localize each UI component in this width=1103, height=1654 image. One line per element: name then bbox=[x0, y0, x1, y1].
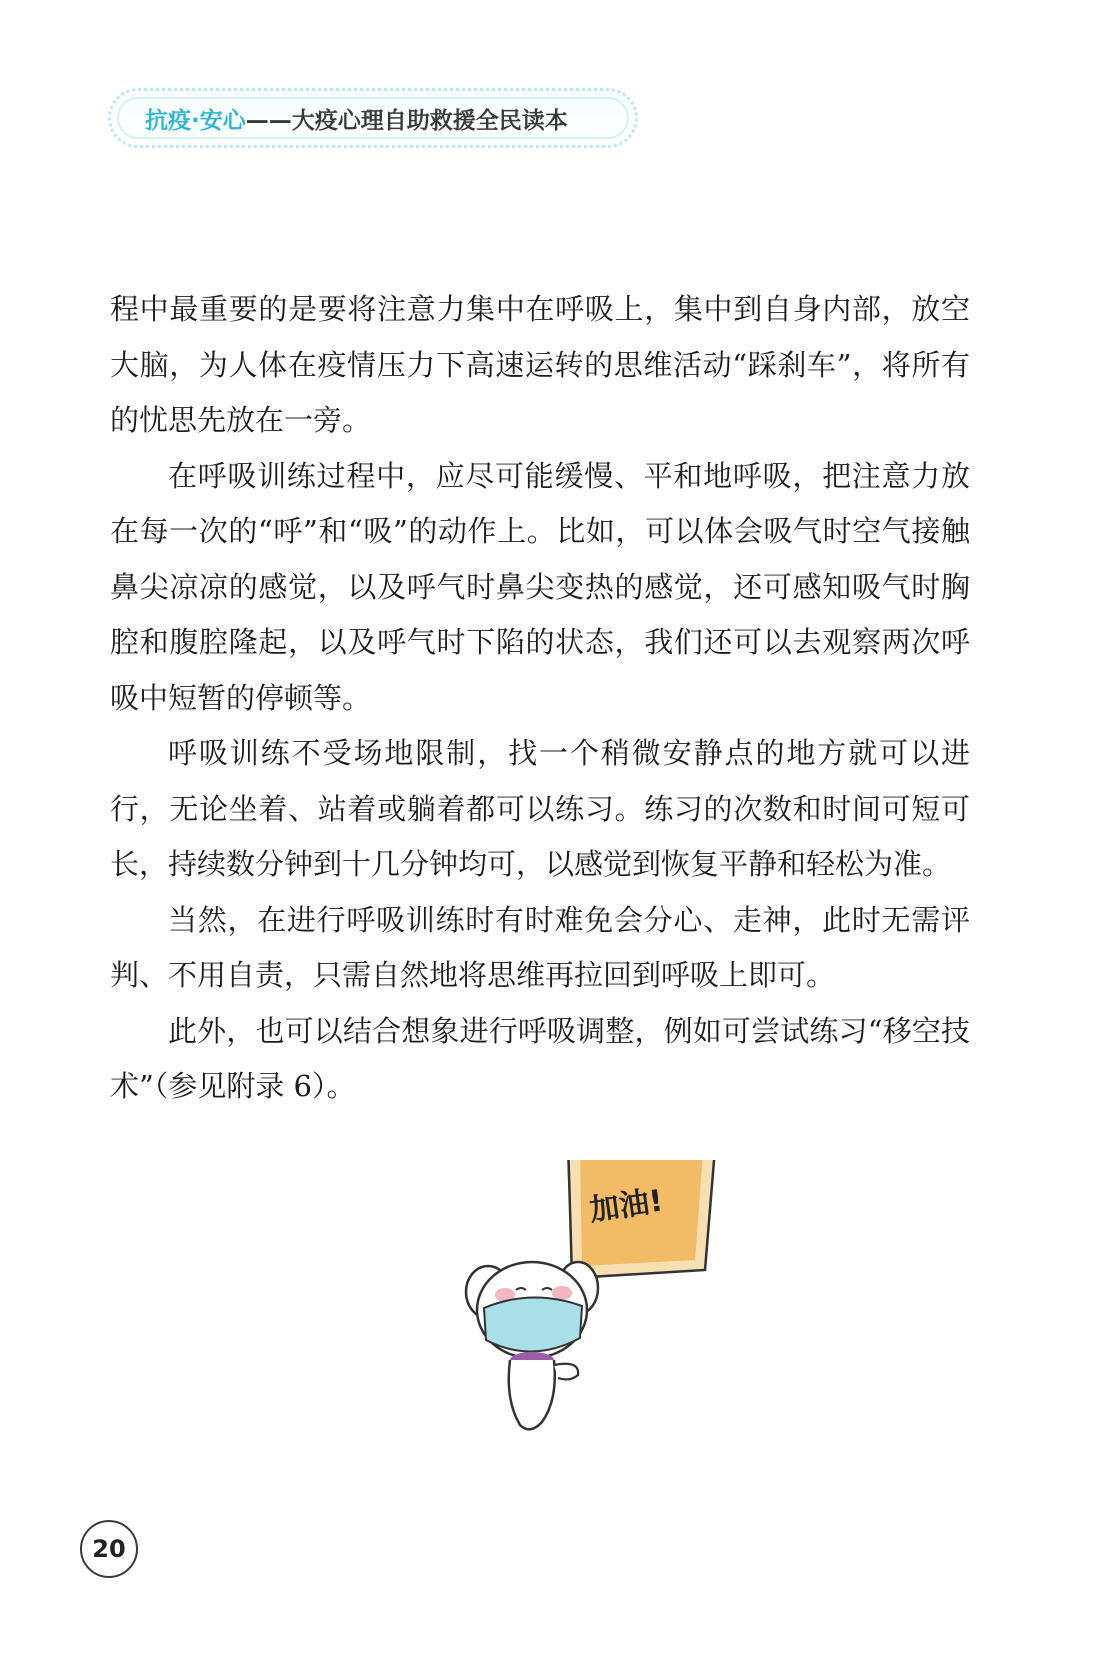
paragraph-continuation: 程中最重要的是要将注意力集中在呼吸上，集中到自身内部，放空大脑，为人体在疫情压力下高速运转的思维活动“踩刹车”，将所有的忧思先放在一旁。 bbox=[110, 292, 970, 437]
header-title bbox=[117, 97, 629, 139]
page-number: 20 bbox=[80, 1520, 138, 1578]
header-accent: 抗疫·安心 bbox=[145, 107, 246, 134]
body-text bbox=[110, 282, 970, 1115]
mascot-mask bbox=[484, 1297, 582, 1351]
header-banner bbox=[108, 88, 638, 148]
paragraph: 呼吸训练不受场地限制，找一个稍微安静点的地方就可以进行，无论坐着、站着或躺着都可以练习。练习的次数和时间可短可长，持续数分钟到十几分钟均可，以感觉到恢复平静和轻松为准。 bbox=[110, 736, 970, 881]
paragraph: 在呼吸训练过程中，应尽可能缓慢、平和地呼吸，把注意力放在每一次的“呼”和“吸”的动作上。比如，可以体会吸气时空气接触鼻尖凉凉的感觉，以及呼气时鼻尖变热的感觉，还可感知吸气时胸腔和腹腔隆起，以及呼气时下陷的状态，我们还可以去观察两次呼吸中短暂的停顿等。 bbox=[110, 458, 970, 715]
mascot-body bbox=[509, 1360, 555, 1429]
flag-text: 加油! bbox=[587, 1183, 666, 1229]
header-main-title: ——大疫心理自助救援全民读本 bbox=[245, 107, 568, 134]
paragraph: 当然，在进行呼吸训练时有时难免会分心、走神，此时无需评判、不用自责，只需自然地将思维再拉回到呼吸上即可。 bbox=[110, 902, 970, 992]
mascot-illustration bbox=[450, 1160, 790, 1480]
paragraph: 此外，也可以结合想象进行呼吸调整，例如可尝试练习“移空技术”（参见附录 6）。 bbox=[110, 1013, 970, 1103]
